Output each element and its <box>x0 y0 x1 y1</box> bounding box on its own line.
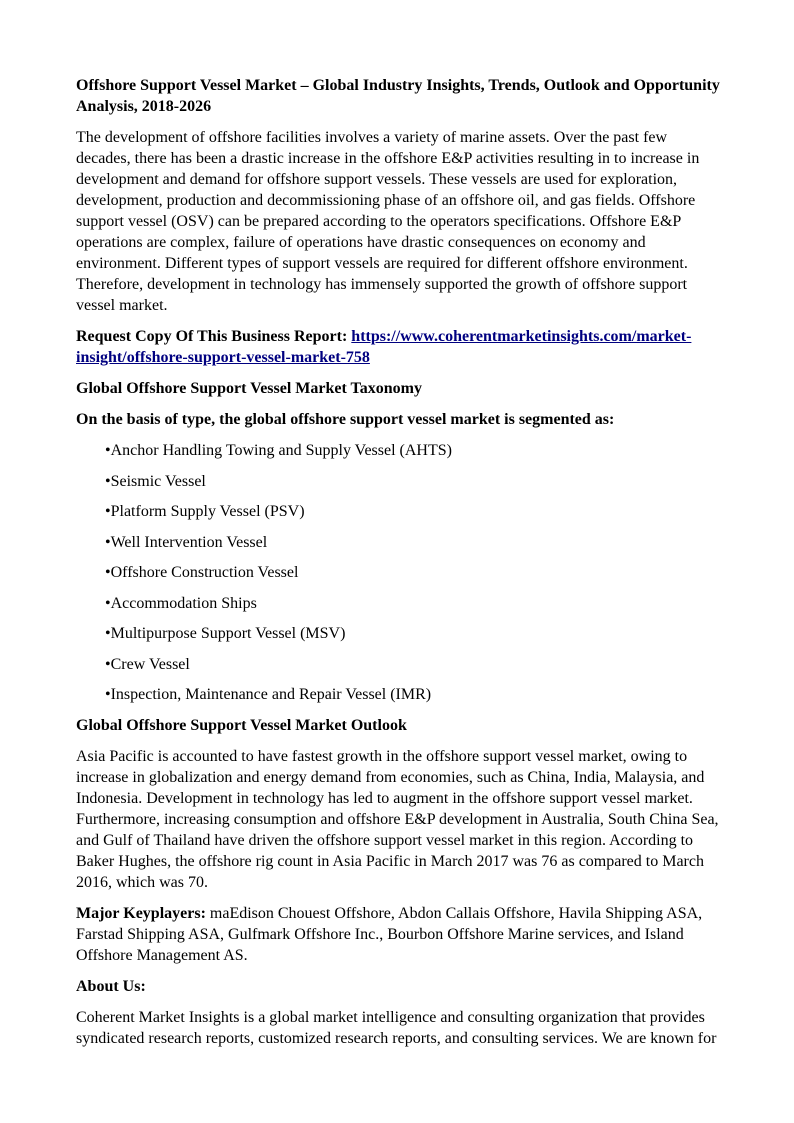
intro-paragraph: The development of offshore facilities involves a variety of marine assets. Over the past few decades, there has been a drastic increase in the offshore E&P activities resulting in to increase in development and demand for offshore support vessels. These vessels are used for exploration, development, production and decommissioning phase of an offshore oil, and gas fields. Offshore support vessel (OSV) can be prepared according to the operators specifications. Offshore E&P operations are complex, failure of operations have drastic consequences on economy and environment. Different types of support vessels are required for different offshore environment. Therefore, development in technology has immensely supported the growth of offshore support vessel market. <box>76 129 700 314</box>
list-item: •Anchor Handling Towing and Supply Vessel (AHTS) <box>105 442 452 459</box>
list-item: •Seismic Vessel <box>105 472 206 490</box>
list-item: •Well Intervention Vessel <box>105 533 268 551</box>
list-item: •Platform Supply Vessel (PSV) <box>105 503 305 520</box>
taxonomy-heading: Global Offshore Support Vessel Market Taxonomy <box>76 380 422 397</box>
list-item: •Offshore Construction Vessel <box>105 564 299 581</box>
about-paragraph: Coherent Market Insights is a global market intelligence and consulting organization that provides syndicated research reports, customized research reports, and consulting services. We are known for <box>76 1008 717 1047</box>
type-list <box>76 440 722 705</box>
list-item: •Multipurpose Support Vessel (MSV) <box>105 625 346 642</box>
request-label: Request Copy Of This Business Report: <box>76 328 348 345</box>
outlook-paragraph: Asia Pacific is accounted to have fastest growth in the offshore support vessel market, owing to increase in globalization and energy demand from economies, such as China, India, Malaysia, and Indonesia. Development in technology has led to augment in the offshore support vessel market. Furthermore, increasing consumption and offshore E&P development in Australia, South China Sea, and Gulf of Thailand have driven the offshore support vessel market in this region. According to Baker Hughes, the offshore rig count in Asia Pacific in March 2017 was 76 as compared to March 2016, which was 70. <box>76 747 719 891</box>
document-page <box>76 75 722 1059</box>
about-heading: About Us: <box>76 977 146 995</box>
type-heading: On the basis of type, the global offshore support vessel market is segmented as: <box>76 411 615 428</box>
list-item: •Accommodation Ships <box>105 594 257 612</box>
list-item: •Inspection, Maintenance and Repair Vessel (IMR) <box>105 686 432 703</box>
list-item: •Crew Vessel <box>105 655 190 673</box>
keyplayers-paragraph <box>76 903 722 966</box>
keyplayers-text: maEdison Chouest Offshore, Abdon Callais Offshore, Havila Shipping ASA, Farstad Shipping ASA, Gulfmark Offshore Inc., Bourbon Offshore Marine services, and Island Offshore Management AS. <box>76 904 703 964</box>
request-copy <box>76 326 722 368</box>
document-title: Offshore Support Vessel Market – Global Industry Insights, Trends, Outlook and Opportunity Analysis, 2018-2026 <box>76 77 720 115</box>
keyplayers-label: Major Keyplayers: <box>76 904 206 922</box>
report-link[interactable]: https://www.coherentmarketinsights.com/market-insight/offshore-support-vessel-market-758 <box>76 328 692 366</box>
outlook-heading: Global Offshore Support Vessel Market Outlook <box>76 716 407 734</box>
